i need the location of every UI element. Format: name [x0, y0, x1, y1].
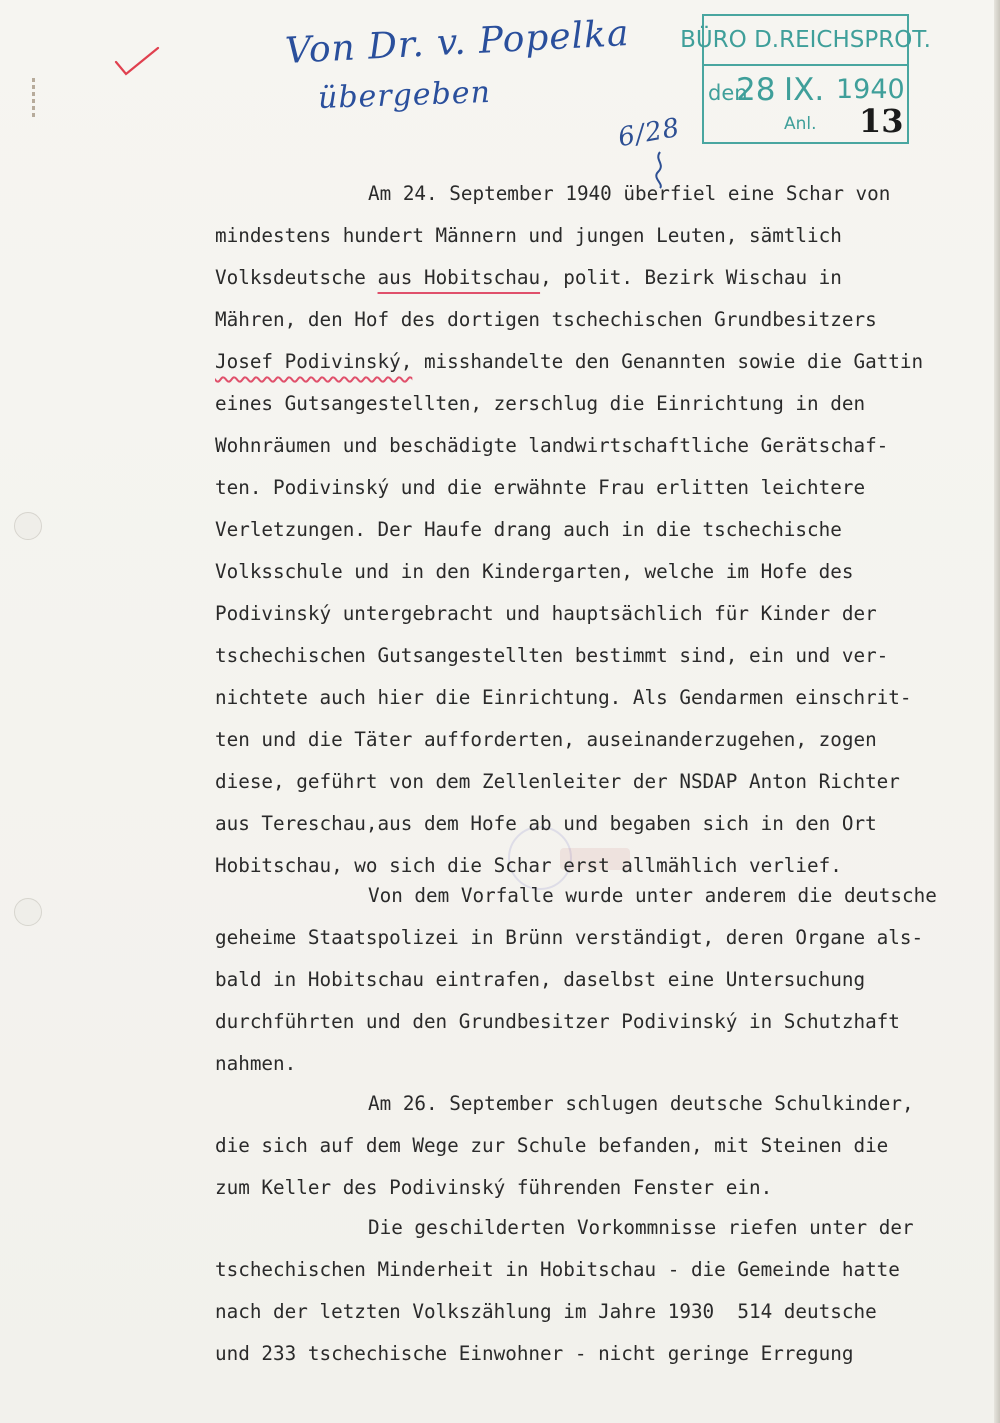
text-line: die sich auf dem Wege zur Schule befanden, mit Steinen die	[215, 1134, 889, 1157]
stamp-office: BÜRO D.REICHSPROT.	[704, 16, 907, 66]
text-line: ten und die Täter aufforderten, auseinanderzugehen, zogen	[215, 728, 877, 751]
text-line: Wohnräumen und beschädigte landwirtschaftliche Gerätschaf-	[215, 434, 889, 457]
underlined-place-name: aus Hobitschau	[377, 266, 541, 289]
text-span: , polit. Bezirk Wischau in	[540, 266, 842, 289]
text-line	[215, 266, 842, 290]
text-line: zum Keller des Podivinský führenden Fenster ein.	[215, 1176, 773, 1199]
stamp-date-label: den	[708, 81, 748, 105]
handwritten-note-line-1: Von Dr. v. Popelka	[284, 13, 631, 72]
text-line: Verletzungen. Der Haufe drang auch in die tschechische	[215, 518, 842, 541]
stamp-day: 28	[736, 72, 776, 108]
handwritten-note-line-2: übergeben	[317, 74, 492, 117]
text-span: Volksdeutsche	[215, 266, 378, 289]
text-line: nach der letzten Volkszählung im Jahre 1930 514 deutsche	[215, 1300, 877, 1323]
text-line	[215, 350, 923, 374]
text-line: geheime Staatspolizei in Brünn verständigt, deren Organe als-	[215, 926, 924, 949]
text-line: nahmen.	[215, 1052, 297, 1075]
text-line: Podivinský untergebracht und hauptsächlich für Kinder der	[215, 602, 877, 625]
text-line: und 233 tschechische Einwohner - nicht geringe Erregung	[215, 1342, 854, 1365]
text-line: Die geschilderten Vorkommnisse riefen unter der	[368, 1216, 914, 1239]
text-line: diese, geführt von dem Zellenleiter der NSDAP Anton Richter	[215, 770, 900, 793]
text-line: mindestens hundert Männern und jungen Leuten, sämtlich	[215, 224, 842, 247]
text-line: Hobitschau, wo sich die Schar erst allmählich verlief.	[215, 854, 842, 877]
stamp-year: 1940	[836, 74, 905, 105]
text-line: bald in Hobitschau eintrafen, daselbst eine Untersuchung	[215, 968, 866, 991]
stamp-number: 13	[859, 102, 904, 140]
stamp-anl-label: Anl.	[784, 114, 817, 134]
text-line: aus Tereschau,aus dem Hofe ab und begaben sich in den Ort	[215, 812, 877, 835]
underlined-person-name: Josef Podivinský,	[215, 350, 413, 373]
text-span: misshandelte den Genannten sowie die Gattin	[412, 350, 924, 373]
text-line: tschechischen Minderheit in Hobitschau - die Gemeinde hatte	[215, 1258, 900, 1281]
text-line: ten. Podivinský und die erwähnte Frau erlitten leichtere	[215, 476, 866, 499]
text-line: Am 26. September schlugen deutsche Schulkinder,	[368, 1092, 914, 1115]
text-line: Am 24. September 1940 überfiel eine Schar von	[368, 182, 891, 205]
text-line: Volksschule und in den Kindergarten, welche im Hofe des	[215, 560, 854, 583]
handwritten-file-number: 6/28	[615, 112, 683, 154]
text-line: tschechischen Gutsangestellten bestimmt sind, ein und ver-	[215, 644, 889, 667]
text-line: eines Gutsangestellten, zerschlug die Einrichtung in den	[215, 392, 866, 415]
text-line: nichtete auch hier die Einrichtung. Als Gendarmen einschrit-	[215, 686, 912, 709]
stamp-month: IX.	[784, 72, 825, 108]
text-line: Mähren, den Hof des dortigen tschechischen Grundbesitzers	[215, 308, 877, 331]
text-line: durchführten und den Grundbesitzer Podivinský in Schutzhaft	[215, 1010, 900, 1033]
text-line: Von dem Vorfalle wurde unter anderem die deutsche	[368, 884, 937, 907]
